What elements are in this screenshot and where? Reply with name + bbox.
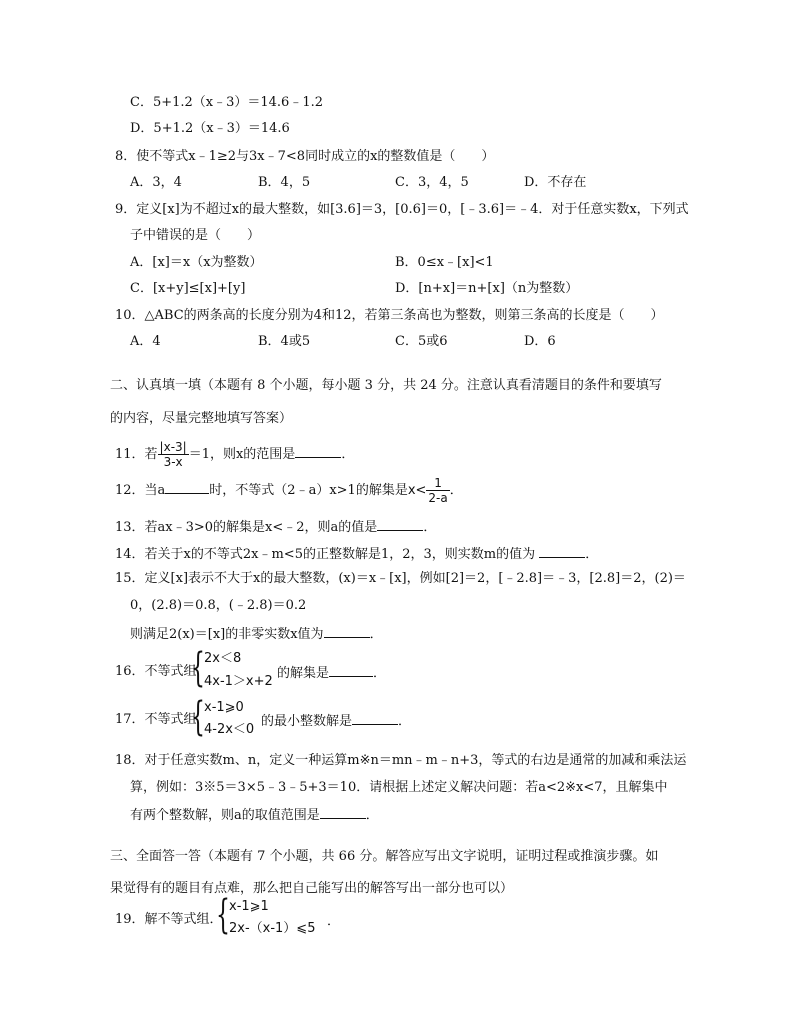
q12-end: ． [449,483,463,498]
q17-answer-blank[interactable] [352,711,398,725]
q14-answer-blank[interactable] [539,544,585,558]
q19-brace-icon: { [216,892,230,938]
q11 [115,438,354,472]
q16-brace-icon: { [191,645,205,691]
q13-text: 13．若ax﹣3>0的解集是x<﹣2，则a的值是 [115,520,378,535]
q9-stem-line1: 9．定义[x]为不超过x的最大整数，如[3.6]＝3，[0.6]＝0，[﹣3.6]＝﹣4．对于任意实数x，下列式 [115,202,689,217]
q9-option-d: D．[n+x]＝n+[x]（n为整数） [395,281,579,296]
q11-suffix: ＝1，则x的范围是 [188,447,296,462]
q11-fraction-numerator: |x-3| [159,440,187,454]
section2-heading-line1: 二、认真填一填（本题有 8 个小题，每小题 3 分，共 24 分。注意认真看清题目的条件和要填写 [110,378,662,393]
section2-heading-line2: 的内容，尽量完整地填写答案） [110,411,293,426]
q11-fraction [158,440,189,469]
q19-row2: 2x-（x-1）⩽5 [229,921,316,936]
q16-row1: 2x＜8 [204,651,242,666]
q15-line3 [130,624,383,644]
q17-prefix: 17．不等式组 [115,712,197,727]
q9-option-b: B．0≤x﹣[x]<1 [395,255,494,270]
q18-line3 [130,805,379,825]
q17-brace-icon: { [191,694,205,740]
section3-heading-line2: 果觉得有的题目有点难，那么把自己能写出的解答写出一部分也可以） [110,881,514,896]
q12-x-less: x< [407,483,427,498]
q18-end: ． [365,808,379,823]
q16-answer-blank[interactable] [329,663,373,677]
q10-option-b: B．4或5 [258,334,311,349]
q15-answer-blank[interactable] [324,624,370,638]
q8-option-a: A．3，4 [130,175,182,190]
q16-suffix: 的解集是 [277,666,330,681]
q11-prefix: 11．若 [115,447,158,462]
q13-end: ． [423,520,437,535]
q17-row2: 4-2x＜0 [204,722,255,737]
q18-answer-blank[interactable] [320,805,366,819]
q16-tail [277,663,386,683]
q19-row1: x-1⩾1 [229,899,269,914]
q17-suffix: 的最小整数解是 [261,714,353,729]
q16-row2: 4x-1＞x+2 [204,674,273,689]
q12-middle: 时，不等式（2﹣a）x>1的解集是 [209,483,408,498]
q12-answer-blank[interactable] [165,480,209,494]
q14-end: ． [585,547,599,562]
q14-text: 14．若关于x的不等式2x﹣m<5的正整数解是1，2，3，则实数m的值为 [115,547,540,562]
q17-end: ． [398,714,412,729]
q18-line2: 算，例如：3※5＝3×5﹣3﹣5+3＝10．请根据上述定义解决问题：若a<2※x<7，且解集中 [130,780,668,795]
q8-option-c: C．3，4，5 [395,175,469,190]
q15-line2: 0，(2.8)＝0.8，(﹣2.8)＝0.2 [130,598,307,613]
q10-stem: 10．△ABC的两条高的长度分别为4和12，若第三条高也为整数，则第三条高的长度是（ ） [115,308,664,323]
q11-end: ． [341,447,355,462]
q12-prefix: 12．当a [115,483,166,498]
q10-option-a: A．4 [130,334,161,349]
q11-answer-blank[interactable] [295,444,341,458]
q8-stem: 8．使不等式x﹣1≥2与3x﹣7<8同时成立的x的整数值是（ ） [115,149,495,164]
q11-fraction-denominator: 3-x [163,455,183,469]
q13-answer-blank[interactable] [377,517,423,531]
q19-end: ． [327,914,341,929]
q18-line1: 18．对于任意实数m、n，定义一种运算m※n＝mn﹣m﹣n+3，等式的右边是通常的加减和乘法运 [115,753,687,768]
q10-option-c: C．5或6 [395,334,448,349]
section3-heading-line1: 三、全面答一答（本题有 7 个小题，共 66 分。解答应写出文字说明，证明过程或推演步骤。如 [110,849,659,864]
q12 [115,474,463,508]
q8-option-b: B．4，5 [258,175,311,190]
q9-stem-line2: 子中错误的是（ ） [130,228,261,243]
q19-prefix: 19．解不等式组． [115,912,223,927]
q15-line3-text: 则满足2(x)＝[x]的非零实数x值为 [130,627,324,642]
q7-option-d: D．5+1.2（x﹣3）＝14.6 [130,121,290,136]
q13 [115,517,436,537]
q17-tail [261,711,411,731]
q16-prefix: 16．不等式组 [115,664,197,679]
q7-option-c: C．5+1.2（x﹣3）＝14.6﹣1.2 [130,95,324,110]
q15-line1: 15．定义[x]表示不大于x的最大整数，(x)＝x﹣[x]，例如[2]＝2，[﹣2.8]＝﹣3，[2.8]＝2，(2)＝ [115,571,686,586]
q9-option-a: A．[x]＝x（x为整数） [130,255,263,270]
q9-option-c: C．[x+y]≤[x]+[y] [130,281,246,296]
q8-option-d: D．不存在 [524,175,587,190]
q17-row1: x-1⩾0 [204,700,244,715]
q14 [115,544,598,564]
q10-option-d: D．6 [524,334,556,349]
q12-fraction-denominator: 2-a [428,491,448,505]
q12-fraction [426,476,449,505]
q15-end: ． [369,627,383,642]
q16-end: ． [373,666,387,681]
q18-line3-text: 有两个整数解，则a的取值范围是 [130,808,320,823]
q12-fraction-numerator: 1 [426,476,449,491]
